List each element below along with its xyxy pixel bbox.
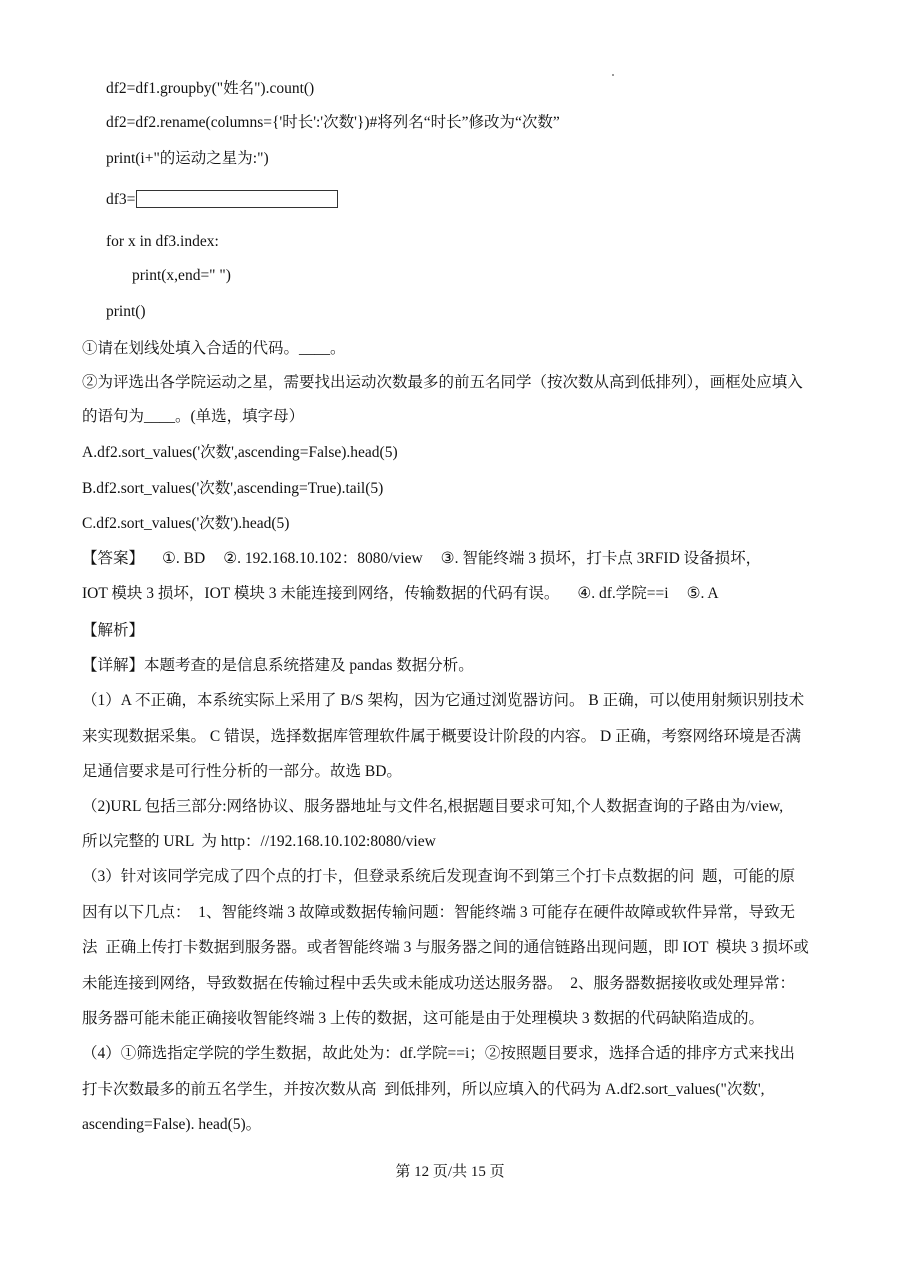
detail-intro: 【详解】本题考查的是信息系统搭建及 pandas 数据分析。: [82, 657, 474, 674]
analysis-p3-line-4: 未能连接到网络，导致数据在传输过程中丢失或未能成功送达服务器。 2、服务器数据接收或处理异常：: [82, 975, 796, 992]
option-c: C.df2.sort_values('次数').head(5): [82, 515, 290, 532]
code-df3-prefix: df3=: [106, 191, 136, 208]
answer-frame-box: [136, 190, 338, 208]
analysis-p1-line-2: 来实现数据采集。 C 错误，选择数据库管理软件属于概要设计阶段的内容。 D 正确，考察网络环境是否满: [82, 728, 802, 745]
analysis-p3-line-2: 因有以下几点： 1、智能终端 3 故障或数据传输问题：智能终端 3 可能存在硬件故障或软件异常，导致无: [82, 904, 796, 921]
question-1: ①请在划线处填入合适的代码。____。: [82, 340, 346, 357]
code-line-rename: df2=df2.rename(columns={'时长':'次数'})#将列名“时长”修改为“次数”: [106, 114, 560, 131]
code-line-print-title: print(i+"的运动之星为:"): [106, 150, 269, 167]
analysis-p3-line-5: 服务器可能未能正确接收智能终端 3 上传的数据，这可能是由于处理模块 3 数据的代码缺陷造成的。: [82, 1010, 765, 1027]
code-line-df3: [106, 190, 338, 210]
answer-3: ③. 智能终端 3 损坏，打卡点 3RFID 设备损坏，: [440, 550, 762, 567]
scan-speck: [612, 74, 614, 76]
analysis-p1-line-3: 足通信要求是可行性分析的一部分。故选 BD。: [82, 763, 402, 780]
question-2-line-1: ②为评选出各学院运动之星，需要找出运动次数最多的前五名同学（按次数从高到低排列），画框处应填入: [82, 374, 803, 391]
answer-2: ②. 192.168.10.102：8080/view: [223, 550, 423, 567]
option-a: A.df2.sort_values('次数',ascending=False).head(5): [82, 444, 398, 461]
analysis-p4-line-2: 打卡次数最多的前五名学生，并按次数从高 到低排列，所以应填入的代码为 A.df2.sort_values("次数',: [82, 1081, 765, 1098]
analysis-p1-line-1: （1）A 不正确，本系统实际上采用了 B/S 架构，因为它通过浏览器访问。 B 正确，可以使用射频识别技术: [82, 692, 805, 709]
answer-4: ④. df.学院==i: [577, 585, 669, 602]
analysis-p3-line-1: （3）针对该同学完成了四个点的打卡，但登录系统后发现查询不到第三个打卡点数据的问 题，可能的原: [82, 868, 796, 885]
code-line-print-x: print(x,end=" "): [132, 267, 231, 284]
code-line-for: for x in df3.index:: [106, 233, 219, 250]
analysis-p2-line-1: （2)URL 包括三部分:网络协议、服务器地址与文件名,根据题目要求可知,个人数据查询的子路由为/view,: [82, 798, 784, 815]
analysis-p3-line-3: 法 正确上传打卡数据到服务器。或者智能终端 3 与服务器之间的通信链路出现问题，即 IOT 模块 3 损坏或: [82, 939, 809, 956]
question-2-line-2: 的语句为____。(单选，填字母）: [82, 408, 305, 425]
answer-1: ①. BD: [162, 550, 206, 567]
answer-label: 【答案】: [82, 550, 145, 567]
analysis-p2-line-2: 所以完整的 URL 为 http：//192.168.10.102:8080/view: [82, 833, 436, 850]
answer-5: ⑤. A: [686, 585, 719, 602]
code-line-groupby: df2=df1.groupby("姓名").count(): [106, 80, 315, 97]
analysis-p4-line-3: ascending=False). head(5)。: [82, 1116, 262, 1133]
analysis-label: 【解析】: [82, 622, 145, 639]
answer-line-1: [82, 549, 761, 569]
answer-line-2: [82, 584, 719, 604]
page-footer: 第 12 页/共 15 页: [395, 1164, 505, 1180]
analysis-p4-line-1: （4）①筛选指定学院的学生数据，故此处为：df.学院==i；②按照题目要求，选择合适的排序方式来找出: [82, 1045, 795, 1062]
option-b: B.df2.sort_values('次数',ascending=True).tail(5): [82, 480, 384, 497]
answer-3-continued: IOT 模块 3 损坏，IOT 模块 3 未能连接到网络，传输数据的代码有误。: [82, 585, 560, 602]
code-line-print-empty: print(): [106, 303, 146, 320]
